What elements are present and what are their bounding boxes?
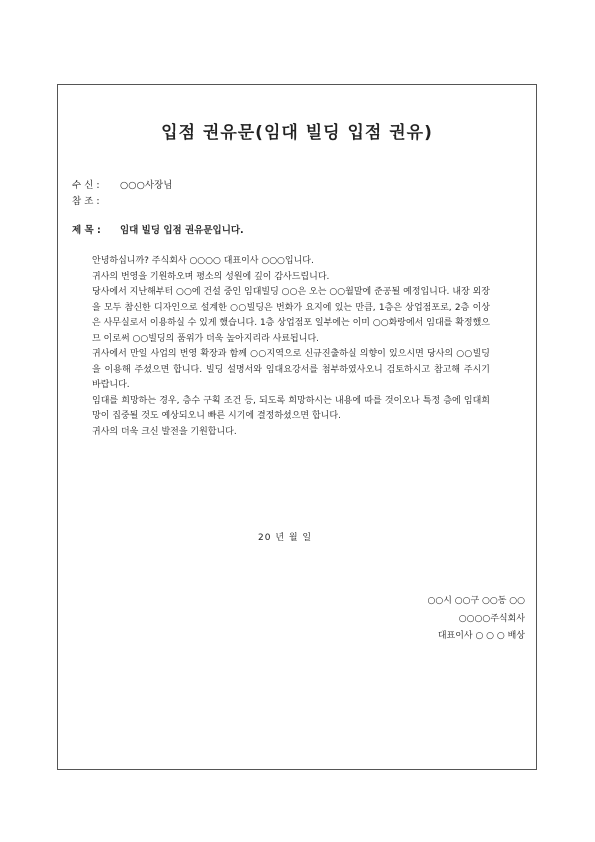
letter-body (92, 254, 490, 440)
recipient-line (72, 177, 172, 191)
recipient-label: 수 신 : (72, 180, 100, 191)
paragraph-invitation: 귀사에서 만일 사업의 번영 확장과 함께 ○○지역으로 신규진출하실 의향이 있으시면 당사의 ○○빌딩을 이용해 주셨으면 합니다. 빌딩 설명서와 임대요강서를 첨부하였사오니 검토하시고 참고해 주시기 바랍니다. (92, 349, 490, 390)
paragraph-closing: 귀사의 더욱 크신 발전을 기원합니다. (92, 426, 237, 437)
paragraph-building-intro: 당사에서 지난해부터 ○○에 건설 중인 임대빌딩 ○○은 오는 ○○월말에 준공될 예정입니다. 내장 외장을 모두 참신한 디자인으로 설계한 ○○빌딩은 번화가 요지에 있는 만큼, 1층은 상업점포로, 2층 이상은 사무실로서 이용하실 수 있게 했습니다. 1층 상업점포 일부에는 이미 ○○화랑에서 임대를 확정했으므 이로써 ○○빌딩의 품위가 더욱 높아지리라 사료됩니다. (92, 287, 490, 344)
reference-line (72, 193, 120, 207)
paragraph-greeting: 안녕하십니까? 주식회사 ○○○○ 대표이사 ○○○입니다. (92, 256, 314, 266)
subject-line (72, 222, 244, 236)
reference-label: 참 조 : (72, 196, 100, 207)
document-date: 20 년 월 일 (258, 533, 313, 543)
subject-label: 제 목 : (72, 225, 101, 236)
subject-value: 임대 빌딩 입점 권유문입니다. (120, 225, 244, 236)
sender-address: ○○시 ○○구 ○○동 ○○ (427, 596, 525, 606)
sender-company: ○○○○주식회사 (458, 614, 525, 624)
sender-ceo: 대표이사 ○ ○ ○ 배상 (437, 631, 525, 641)
document-title: 입점 권유문(임대 빌딩 입점 권유) (161, 123, 433, 143)
paragraph-thanks: 귀사의 번영을 기원하오며 평소의 성원에 깊이 감사드립니다. (92, 271, 330, 282)
recipient-value: ○○○사장님 (120, 180, 173, 191)
paragraph-rental-request: 임대를 희망하는 경우, 층수 구획 조건 등, 되도록 희망하시는 내용에 따를 것이오나 특정 층에 임대희망이 집중될 것도 예상되오니 빠른 시기에 결정하셨으면 합니다. (92, 395, 490, 421)
